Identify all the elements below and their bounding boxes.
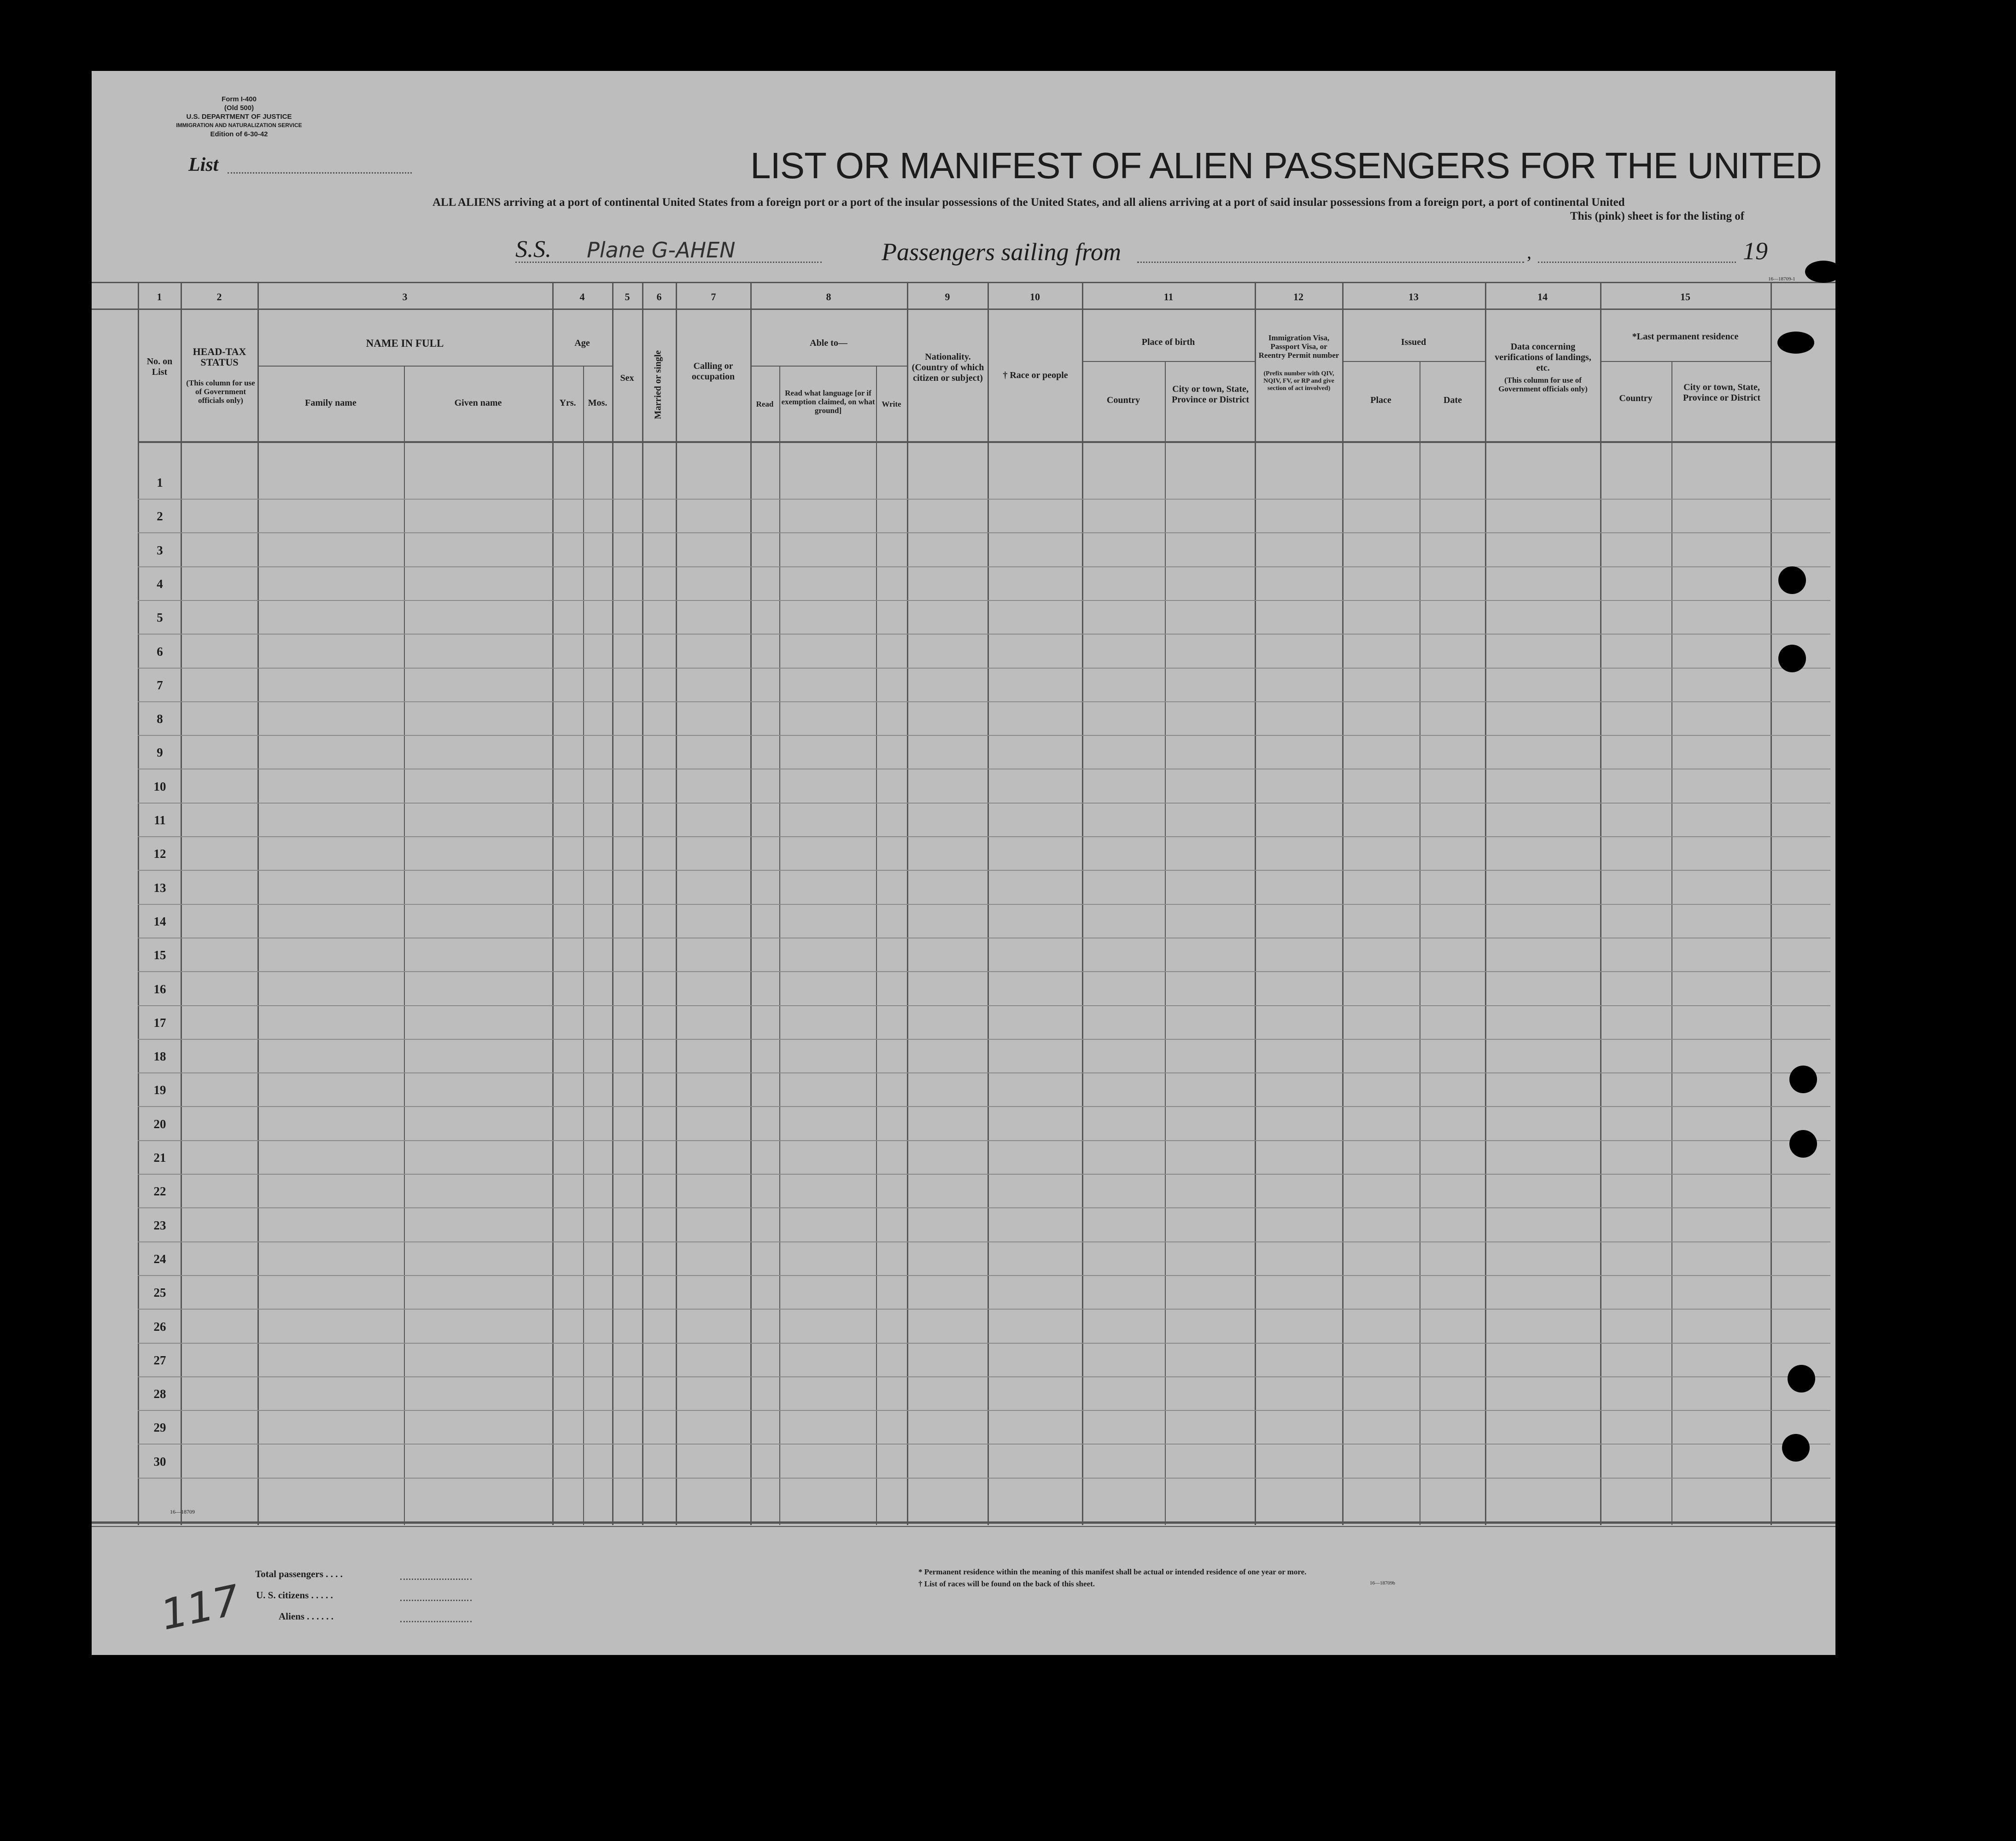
binder-hole <box>1789 1066 1817 1093</box>
manifest-sheet <box>92 71 1835 1655</box>
row-line <box>138 870 1830 871</box>
subheader-line-issued <box>1342 361 1485 362</box>
header-age-years: Yrs. <box>559 398 576 408</box>
comma-separator: , <box>1527 242 1531 262</box>
row-line <box>138 1174 1830 1175</box>
binder-hole <box>1789 1130 1817 1158</box>
header-birth-country: Country <box>1106 395 1140 405</box>
header-no-on-list: No. on List <box>146 356 173 377</box>
binder-hole <box>1778 645 1806 672</box>
row-line <box>138 1343 1830 1344</box>
binder-hole <box>1782 1434 1810 1462</box>
row-number: 16 <box>153 982 166 996</box>
col-line-age-split <box>583 366 584 1525</box>
header-age-months: Mos. <box>588 398 608 408</box>
row-line <box>138 803 1830 804</box>
row-number: 21 <box>153 1151 166 1165</box>
header-visa-note: (Prefix number with QIV, NQIV, FV, or RP and give section of act involved) <box>1263 370 1334 392</box>
row-line <box>138 566 1830 567</box>
vessel-name-blank <box>515 261 822 263</box>
header-nationality: Nationality. (Country of which citizen or subject) <box>912 352 984 383</box>
column-number-5: 5 <box>625 291 630 303</box>
row-number: 9 <box>157 746 163 760</box>
column-number-6: 6 <box>656 291 662 303</box>
header-family-name: Family name <box>305 398 356 408</box>
sailing-label: Passengers sailing from <box>882 238 1122 266</box>
col-line-read-split <box>779 366 780 1525</box>
row-number: 24 <box>153 1252 166 1266</box>
row-line <box>138 1039 1830 1040</box>
binder-hole <box>1777 332 1814 354</box>
subtitle-line-2: This (pink) sheet is for the listing of <box>1570 210 1745 222</box>
binder-hole <box>1778 566 1806 594</box>
row-number: 3 <box>157 543 163 557</box>
row-line <box>138 735 1830 736</box>
footnote-races: † List of races will be found on the back of this sheet. <box>918 1579 1095 1588</box>
year-prefix: 19 <box>1743 237 1768 265</box>
column-number-12: 12 <box>1293 291 1303 303</box>
row-line <box>138 904 1830 905</box>
row-line <box>138 701 1830 702</box>
footnote-residence: * Permanent residence within the meaning of this manifest shall be actual or intended residence of one year or more. <box>918 1567 1307 1576</box>
row-line <box>138 600 1830 601</box>
col-line-birth-split <box>1165 361 1166 1525</box>
row-number: 20 <box>153 1117 166 1131</box>
subheader-line-age <box>552 366 612 367</box>
row-number: 5 <box>157 611 163 625</box>
binder-hole <box>1788 1365 1815 1392</box>
row-number: 18 <box>153 1049 166 1064</box>
department-name: U.S. DEPARTMENT OF JUSTICE <box>186 113 292 121</box>
row-line <box>138 532 1830 533</box>
header-age: Age <box>574 338 590 348</box>
header-visa-number: Immigration Visa, Passport Visa, or Reentry Permit number <box>1258 333 1339 360</box>
subtitle-line-1: ALL ALIENS arriving at a port of continental United States from a foreign port or a port of the insular possessions of the United States, and all aliens arriving at a port of said insular possessions from a foreign port, a port of continental United <box>432 196 1625 209</box>
column-number-border <box>92 309 1835 310</box>
us-citizens-label: U. S. citizens . . . . . <box>256 1590 333 1601</box>
row-line <box>138 634 1830 635</box>
column-number-4: 4 <box>579 291 585 303</box>
row-number: 10 <box>153 779 166 793</box>
form-number: Form I-400 <box>222 95 257 103</box>
col-line-residence-split <box>1671 361 1672 1525</box>
row-number: 2 <box>157 509 163 524</box>
header-race-or-people: † Race or people <box>1003 370 1068 380</box>
sailing-port-blank <box>1137 261 1524 263</box>
row-line <box>138 668 1830 669</box>
form-identification <box>170 95 308 139</box>
column-number-7: 7 <box>711 291 716 303</box>
row-line <box>138 1444 1830 1445</box>
row-number: 12 <box>153 847 166 861</box>
list-label: List <box>188 154 219 175</box>
column-number-10: 10 <box>1030 291 1040 303</box>
aliens-label: Aliens . . . . . . <box>279 1611 334 1622</box>
header-married-or-single: Married or single <box>653 350 663 419</box>
table-top-border <box>92 282 1835 283</box>
us-citizens-blank <box>400 1599 472 1601</box>
row-number: 25 <box>153 1286 166 1300</box>
row-number: 26 <box>153 1319 166 1334</box>
header-able-to: Able to— <box>810 338 847 348</box>
total-passengers-blank <box>400 1578 472 1580</box>
header-verifications-note: (This column for use of Government officials only) <box>1498 376 1588 393</box>
row-line <box>138 1106 1830 1107</box>
row-number: 29 <box>153 1421 166 1435</box>
header-residence-country: Country <box>1619 393 1653 403</box>
column-number-3: 3 <box>402 291 408 303</box>
binder-hole <box>1805 261 1835 283</box>
header-read: Read <box>756 400 774 408</box>
row-line <box>138 1275 1830 1276</box>
list-number-blank <box>228 171 412 174</box>
column-number-2: 2 <box>216 291 222 303</box>
column-number-8: 8 <box>826 291 831 303</box>
sailing-date-blank <box>1538 261 1736 263</box>
header-data-verifications: Data concerning verifications of landings, etc. <box>1495 342 1591 373</box>
row-number: 13 <box>153 880 166 895</box>
row-line <box>138 1410 1830 1411</box>
total-passengers-label: Total passengers . . . . <box>255 1568 343 1579</box>
row-number: 22 <box>153 1184 166 1199</box>
row-number: 4 <box>157 577 163 591</box>
row-number: 28 <box>153 1387 166 1401</box>
header-read-what-language: Read what language [or if exemption claimed, on what ground] <box>781 389 875 415</box>
header-head-tax-note: (This column for use of Government officials only) <box>186 379 255 405</box>
form-old-number: (Old 500) <box>224 104 254 112</box>
column-number-15: 15 <box>1680 291 1690 303</box>
service-name: IMMIGRATION AND NATURALIZATION SERVICE <box>176 122 302 128</box>
header-calling-occupation: Calling or occupation <box>691 361 735 382</box>
row-line <box>138 1140 1830 1141</box>
header-head-tax-status: HEAD-TAX STATUS <box>193 346 246 368</box>
printer-mark-top: 16—18709-1 <box>1768 276 1795 282</box>
row-number: 1 <box>157 476 163 489</box>
table-bottom-border-2 <box>92 1526 1835 1527</box>
aliens-blank <box>400 1620 472 1622</box>
page-title: LIST OR MANIFEST OF ALIEN PASSENGERS FOR THE UNITED <box>750 145 1822 186</box>
row-line <box>138 1241 1830 1242</box>
header-issued-date: Date <box>1443 395 1462 405</box>
vessel-prefix: S.S. <box>515 236 551 262</box>
col-line-name-split <box>404 366 405 1525</box>
vessel-name-handwritten: Plane G-AHEN <box>587 238 736 262</box>
row-number: 23 <box>153 1218 166 1232</box>
header-issued: Issued <box>1401 337 1426 347</box>
row-number: 30 <box>153 1454 166 1468</box>
header-issued-place: Place <box>1370 395 1391 405</box>
row-line <box>138 1309 1830 1310</box>
column-number-14: 14 <box>1537 291 1548 303</box>
column-number-13: 13 <box>1408 291 1419 303</box>
header-name-in-full: NAME IN FULL <box>366 338 444 349</box>
row-line <box>138 499 1830 500</box>
row-number: 11 <box>154 813 166 827</box>
row-number: 15 <box>153 948 166 962</box>
row-line <box>138 1072 1830 1073</box>
subheader-line-name <box>257 366 552 367</box>
printer-mark-left: 16—18709 <box>170 1509 195 1515</box>
row-line <box>138 1207 1830 1208</box>
column-number-9: 9 <box>945 291 950 303</box>
row-number: 7 <box>157 678 163 692</box>
table-bottom-border <box>92 1521 1835 1524</box>
header-sex: Sex <box>620 373 634 383</box>
row-number: 14 <box>153 914 166 928</box>
header-given-name: Given name <box>454 398 502 408</box>
column-number-11: 11 <box>1163 291 1174 303</box>
subheader-line-able <box>750 366 907 367</box>
subheader-line-birth <box>1082 361 1255 362</box>
row-line <box>138 1005 1830 1006</box>
row-number: 6 <box>157 644 163 658</box>
col-line-write-split <box>876 366 877 1525</box>
subheader-line-residence <box>1600 361 1771 362</box>
header-residence-city: City or town, State, Province or District <box>1683 382 1761 403</box>
row-number: 17 <box>153 1015 166 1030</box>
column-number-1: 1 <box>157 291 162 303</box>
header-bottom-border <box>138 441 1835 443</box>
row-line <box>138 836 1830 837</box>
row-number: 27 <box>153 1353 166 1367</box>
row-line <box>138 1376 1830 1377</box>
row-number: 8 <box>157 712 163 726</box>
header-last-residence: *Last permanent residence <box>1632 332 1739 342</box>
printer-mark-footer: 16—18709b <box>1370 1580 1395 1586</box>
header-write: Write <box>882 400 901 408</box>
header-birth-city: City or town, State, Province or District <box>1171 384 1250 405</box>
form-edition: Edition of 6-30-42 <box>210 130 268 138</box>
handwritten-number: 117 <box>156 1576 244 1640</box>
row-number: 19 <box>153 1083 166 1097</box>
row-line <box>138 971 1830 972</box>
row-line <box>138 1478 1830 1479</box>
header-place-of-birth: Place of birth <box>1141 337 1195 347</box>
